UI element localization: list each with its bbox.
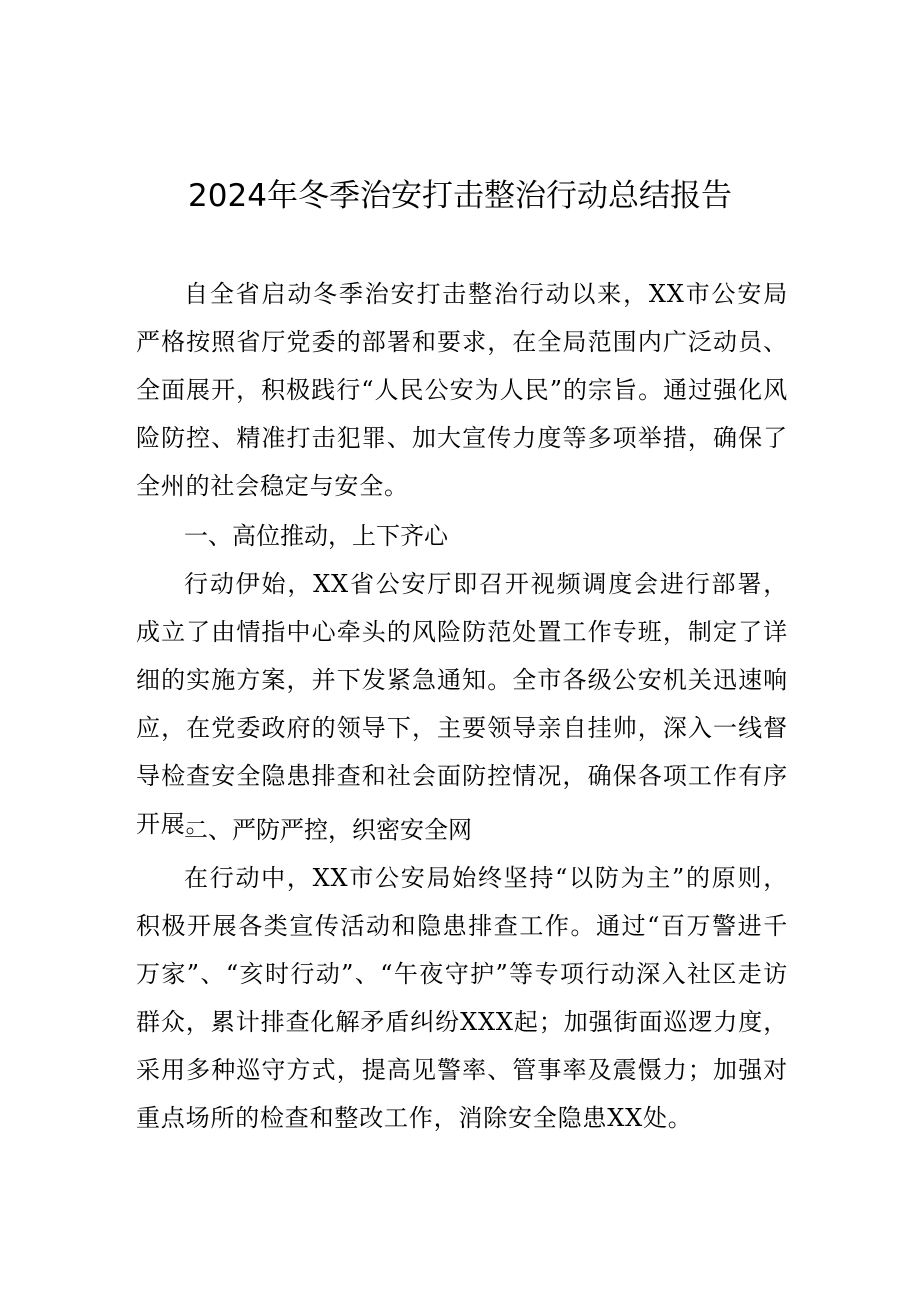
intro-paragraph: 自全省启动冬季治安打击整治行动以来，XX市公安局严格按照省厅党委的部署和要求，在全局范围内广泛动员、全面展开，积极践行“人民公安为人民”的宗旨。通过强化风险防控、精准打击犯罪、加大宣传力度等多项举措，确保了全州的社会稳定与安全。: [136, 280, 788, 500]
document-title: 2024年冬季治安打击整治行动总结报告: [188, 178, 732, 214]
section-body-2: 在行动中，XX市公安局始终坚持“以防为主”的原则，积极开展各类宣传活动和隐患排查工作。通过“百万警进千万家”、“亥时行动”、“午夜守护”等专项行动深入社区走访群众，累计排查化解矛盾纠纷XXX起；加强街面巡逻力度，采用多种巡守方式，提高见警率、管事率及震慑力；加强对重点场所的检查和整改工作，消除安全隐患XX处。: [136, 864, 788, 1132]
section-heading-1: 一、高位推动，上下齐心: [184, 522, 448, 550]
section-heading-2: 二、严防严控，织密安全网: [184, 816, 472, 844]
section-body-1: 行动伊始，XX省公安厅即召开视频调度会进行部署，成立了由情指中心牵头的风险防范处置工作专班，制定了详细的实施方案，并下发紧急通知。全市各级公安机关迅速响应，在党委政府的领导下，主要领导亲自挂帅，深入一线督导检查安全隐患排查和社会面防控情况，确保各项工作有序开展。: [136, 570, 788, 838]
